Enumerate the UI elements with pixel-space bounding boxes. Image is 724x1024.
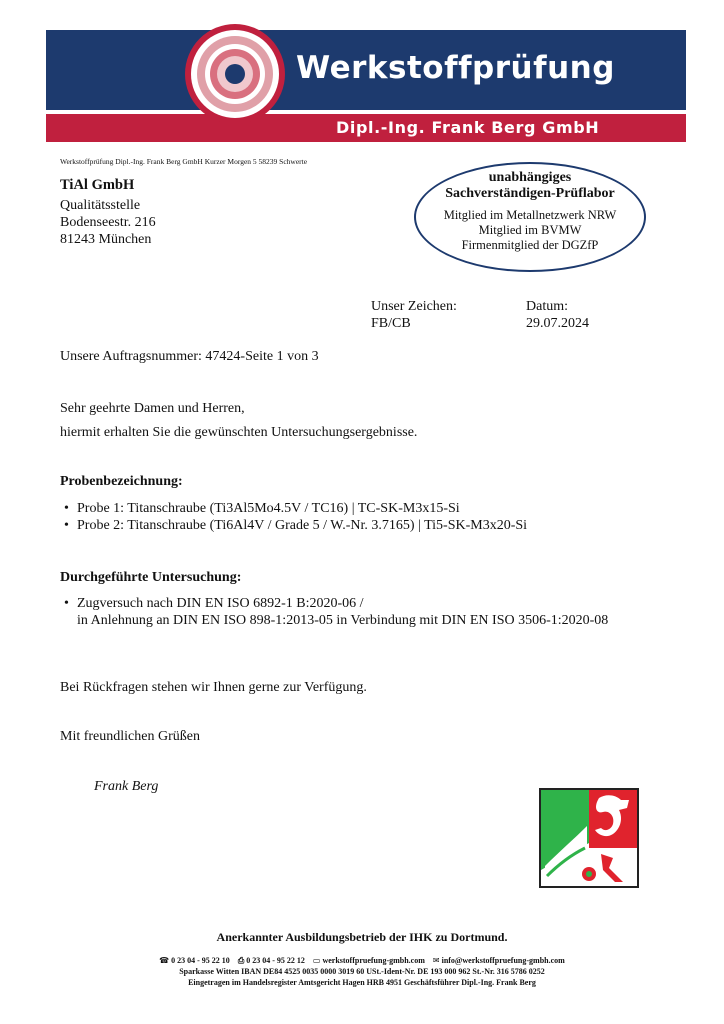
recipient-city: 81243 München [60,232,152,247]
greeting: Sehr geehrte Damen und Herren, [60,401,245,416]
list-item: • Probe 1: Titanschraube (Ti3Al5Mo4.5V / TC16) | TC-SK-M3x15-Si [64,501,460,516]
reference-ours [371,298,457,332]
intro-text: hiermit erhalten Sie die gewünschten Untersuchungsergebnisse. [60,425,418,440]
samples-list [60,500,527,534]
footer-phone: 0 23 04 - 95 22 10 [171,956,230,965]
sample-text: Probe 1: Titanschraube (Ti3Al5Mo4.5V / TC16) | TC-SK-M3x15-Si [77,501,460,516]
recipient-street: Bodenseestr. 216 [60,215,156,230]
membership-item: Firmenmitglied der DGZfP [461,238,599,252]
date-value: 29.07.2024 [526,316,589,331]
samples-heading: Probenbezeichnung: [60,474,183,489]
reference-value: FB/CB [371,316,411,331]
reference-date [526,298,589,332]
target-logo-icon [179,24,291,136]
footer-register-line: Eingetragen im Handelsregister Amtsgericht Hagen HRB 4951 Geschäftsführer Dipl.-Ing. Frank Berg [188,978,536,987]
membership-item: Mitglied im BVMW [478,223,582,237]
sender-address-line: Werkstoffprüfung Dipl.-Ing. Frank Berg GmbH Kurzer Morgen 5 58239 Schwerte [60,157,308,166]
list-item-continuation [60,612,608,629]
computer-icon: ▭ [312,956,321,965]
footer-training-note: Anerkannter Ausbildungsbetrieb der IHK zu Dortmund. [216,930,508,944]
badge-memberships [416,208,644,253]
nrw-coat-of-arms-icon [539,788,639,888]
closing-salutation: Mit freundlichen Grüßen [60,729,200,744]
footer-website[interactable]: werkstoffpruefung-gmbh.com [322,956,425,965]
brand-subtitle: Dipl.-Ing. Frank Berg GmbH [336,118,600,137]
lab-badge [414,162,646,272]
test-text: in Anlehnung an DIN EN ISO 898-1:2013-05 in Verbindung mit DIN EN ISO 3506-1:2020-08 [77,613,609,628]
list-item: • Probe 2: Titanschraube (Ti6Al4V / Grade 5 / W.-Nr. 3.7165) | Ti5-SK-M3x20-Si [64,518,528,533]
badge-title-line: Sachverständigen-Prüflabor [445,186,615,201]
tests-list [60,595,608,629]
email-icon: ✉ [432,956,440,965]
reference-label: Unser Zeichen: [371,299,457,314]
badge-title [416,170,644,202]
footer-bank-line: Sparkasse Witten IBAN DE84 4525 0035 0000 3019 60 USt.-Ident-Nr. DE 193 000 962 St.-Nr. 316 5786 0252 [179,967,545,976]
sample-text: Probe 2: Titanschraube (Ti6Al4V / Grade 5 / W.-Nr. 3.7165) | Ti5-SK-M3x20-Si [77,518,528,533]
phone-icon: ☎ [159,956,170,965]
footer-fax: 0 23 04 - 95 22 12 [246,956,305,965]
recipient-address [60,177,156,248]
order-number: Unsere Auftragsnummer: 47424-Seite 1 von 3 [60,349,319,364]
date-label: Datum: [526,299,568,314]
recipient-company: TiAl GmbH [60,177,135,193]
recipient-department: Qualitätsstelle [60,198,141,213]
badge-title-line: unabhängiges [488,170,572,185]
fax-icon: ⎙ [237,956,245,965]
membership-item: Mitglied im Metallnetzwerk NRW [443,208,617,222]
list-item: • Zugversuch nach DIN EN ISO 6892-1 B:2020-06 / [64,596,364,611]
test-text: Zugversuch nach DIN EN ISO 6892-1 B:2020-06 / [77,596,364,611]
brand-title: Werkstoffprüfung [296,50,615,86]
letterhead-banner [46,24,686,144]
tests-heading: Durchgeführte Untersuchung: [60,570,242,585]
closing-question: Bei Rückfragen stehen wir Ihnen gerne zur Verfügung. [60,680,367,695]
footer-email[interactable]: info@werkstoffpruefung-gmbh.com [441,956,565,965]
signature: Frank Berg [94,779,159,794]
footer-contact-line [0,955,724,966]
